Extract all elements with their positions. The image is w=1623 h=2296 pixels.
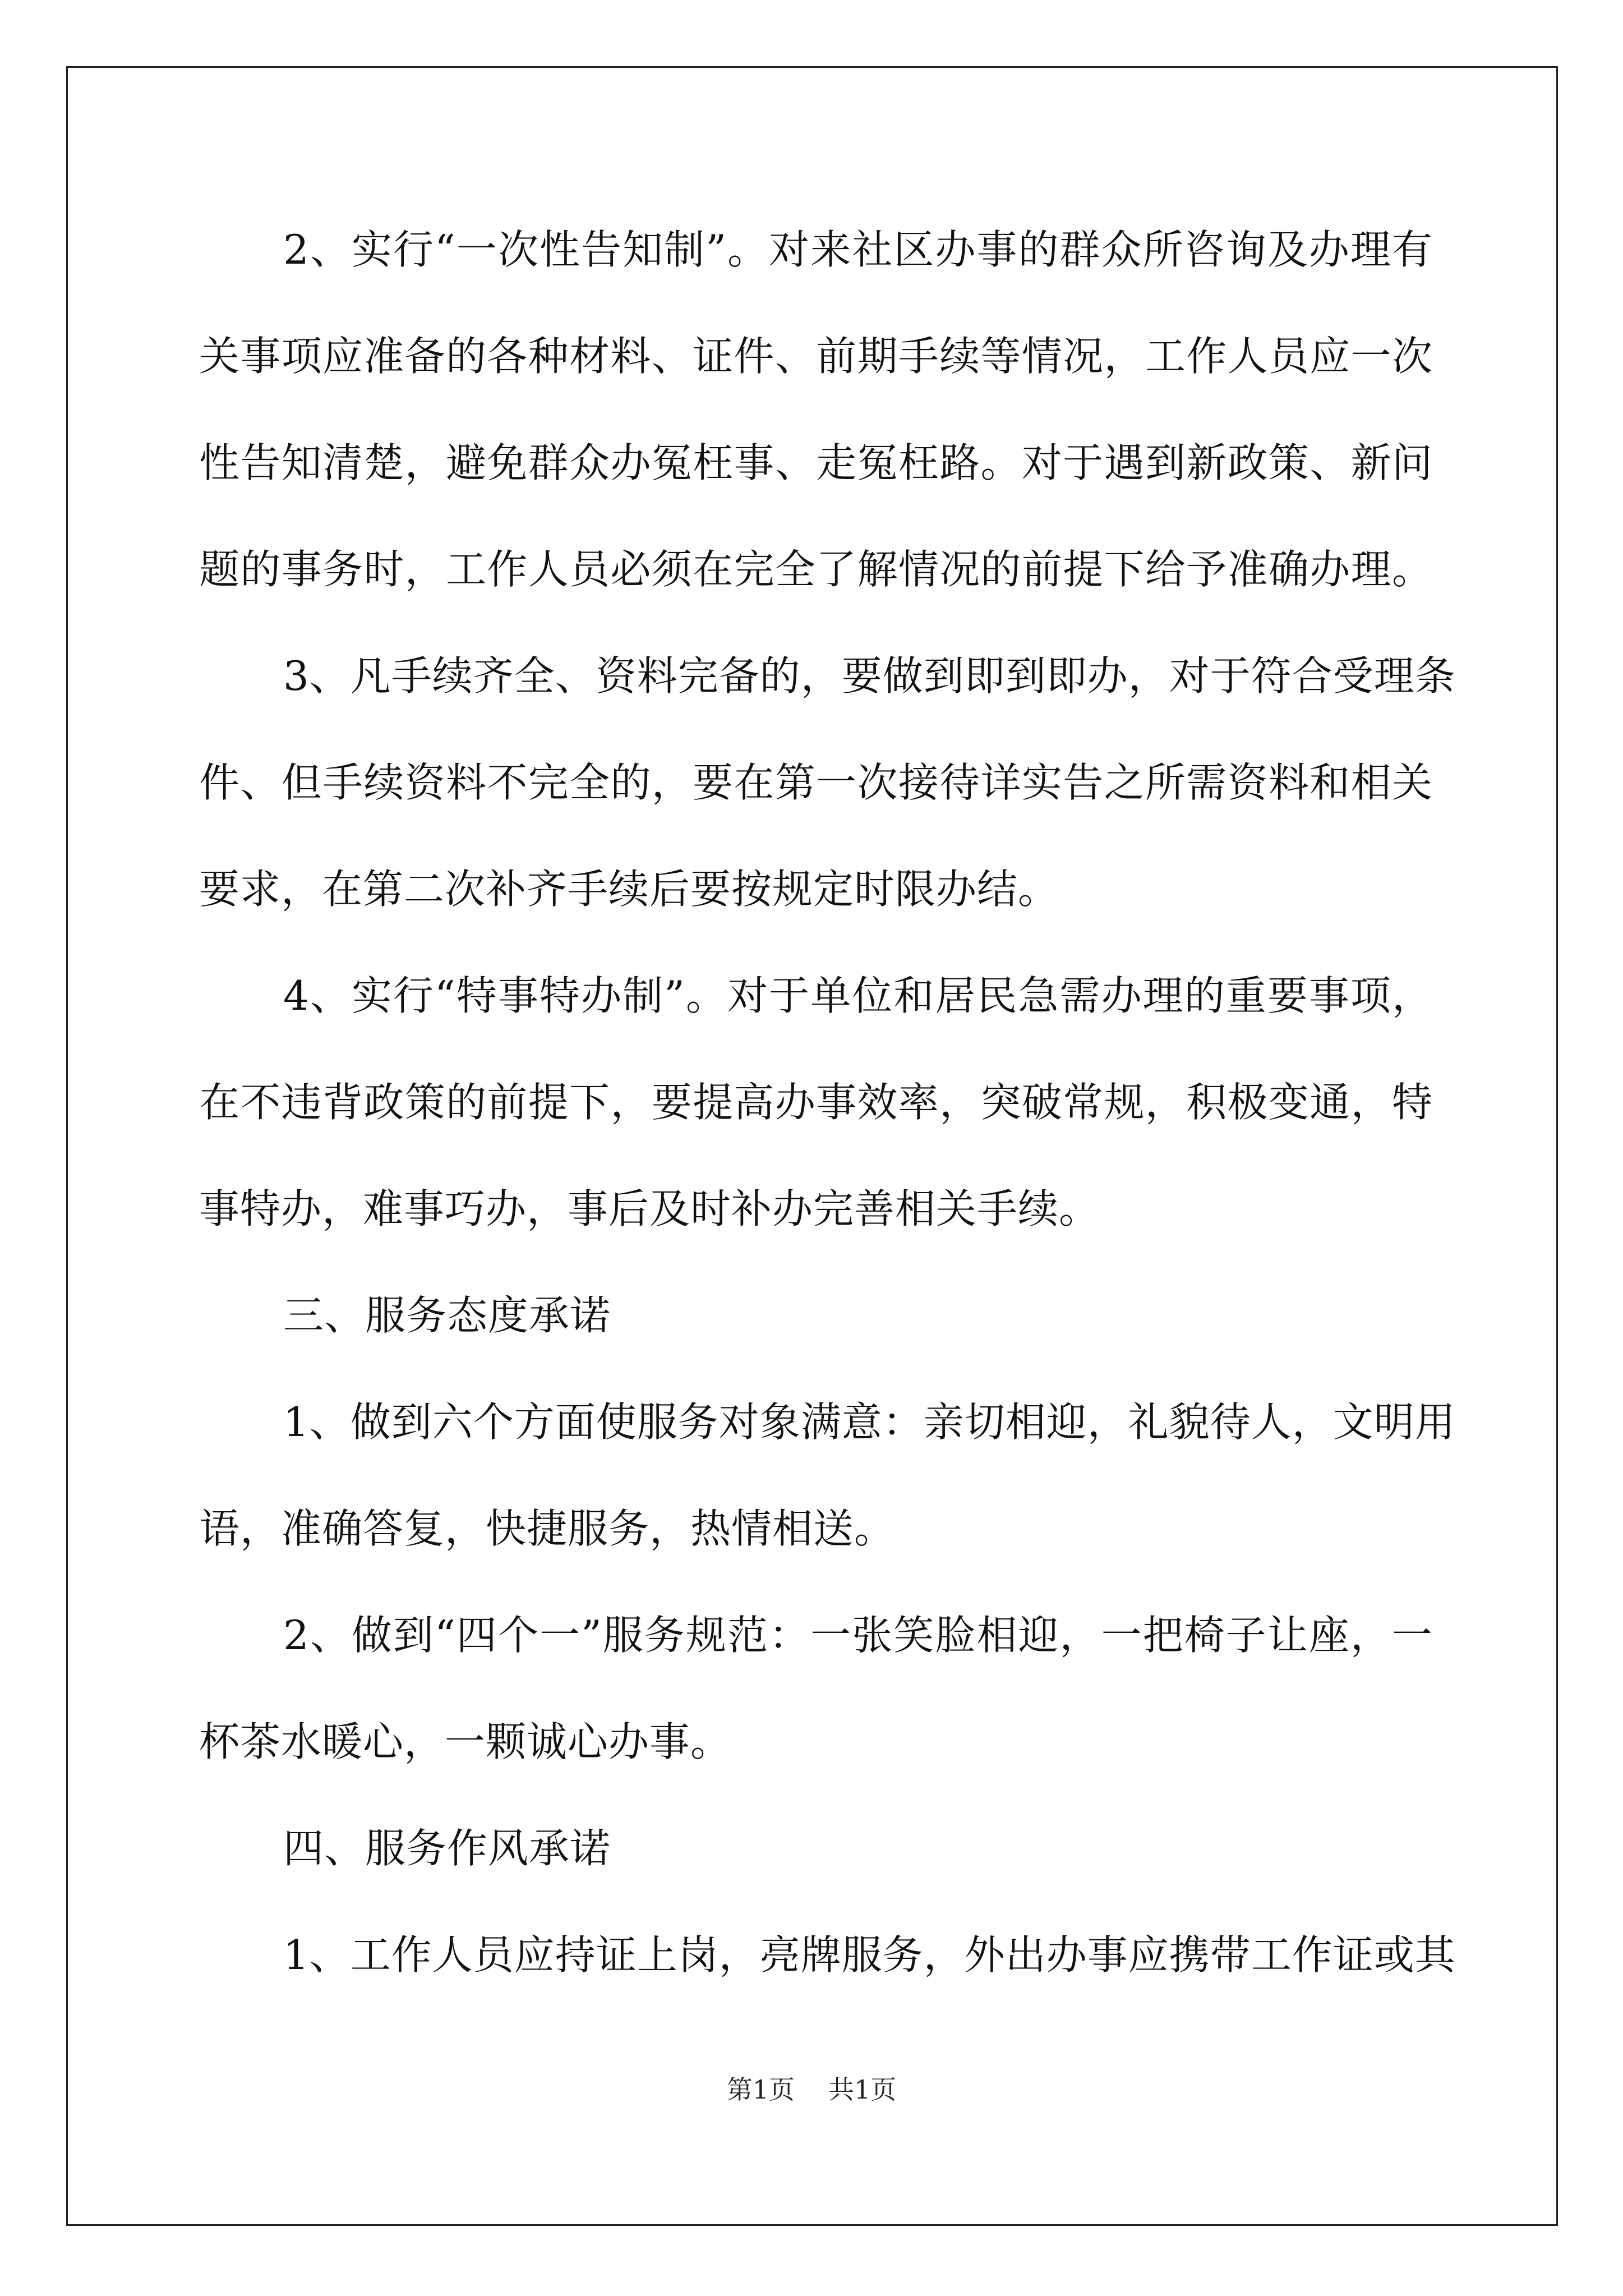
- page-total: 共1页: [828, 2074, 897, 2105]
- page-footer: [0, 2073, 1623, 2106]
- text-line: 语，准确答复，快捷服务，热情相送。: [199, 1505, 896, 1552]
- section-heading: 三、服务态度承诺: [283, 1292, 611, 1339]
- text-line: 要求，在第二次补齐手续后要按规定时限办结。: [199, 866, 1059, 913]
- text-line: 2、做到“四个一”服务规范：一张笑脸相迎，一把椅子让座，一: [283, 1612, 1433, 1659]
- section-heading: 四、服务作风承诺: [283, 1825, 611, 1872]
- page-number: 第1页: [726, 2074, 795, 2105]
- text-line: 1、工作人员应持证上岗，亮牌服务，外出办事应携带工作证或其: [283, 1931, 1456, 1978]
- text-line: 关事项应准备的各种材料、证件、前期手续等情况，工作人员应一次: [199, 333, 1433, 380]
- page-border: [66, 66, 1558, 2226]
- text-line: 2、实行“一次性告知制”。对来社区办事的群众所咨询及办理有: [283, 226, 1433, 273]
- text-line: 件、但手续资料不完全的，要在第一次接待详实告之所需资料和相关: [199, 759, 1433, 806]
- text-line: 1、做到六个方面使服务对象满意：亲切相迎，礼貌待人，文明用: [283, 1398, 1456, 1446]
- text-line: 4、实行“特事特办制”。对于单位和居民急需办理的重要事项，: [283, 972, 1433, 1019]
- text-line: 性告知清楚，避免群众办冤枉事、走冤枉路。对于遇到新政策、新问: [199, 439, 1433, 486]
- text-line: 3、凡手续齐全、资料完备的，要做到即到即办，对于符合受理条: [283, 652, 1456, 700]
- text-line: 杯茶水暖心，一颗诚心办事。: [199, 1718, 732, 1765]
- text-line: 在不违背政策的前提下，要提高办事效率，突破常规，积极变通，特: [199, 1079, 1433, 1126]
- text-line: 事特办，难事巧办，事后及时补办完善相关手续。: [199, 1185, 1100, 1232]
- text-line: 题的事务时，工作人员必须在完全了解情况的前提下给予准确办理。: [199, 546, 1433, 593]
